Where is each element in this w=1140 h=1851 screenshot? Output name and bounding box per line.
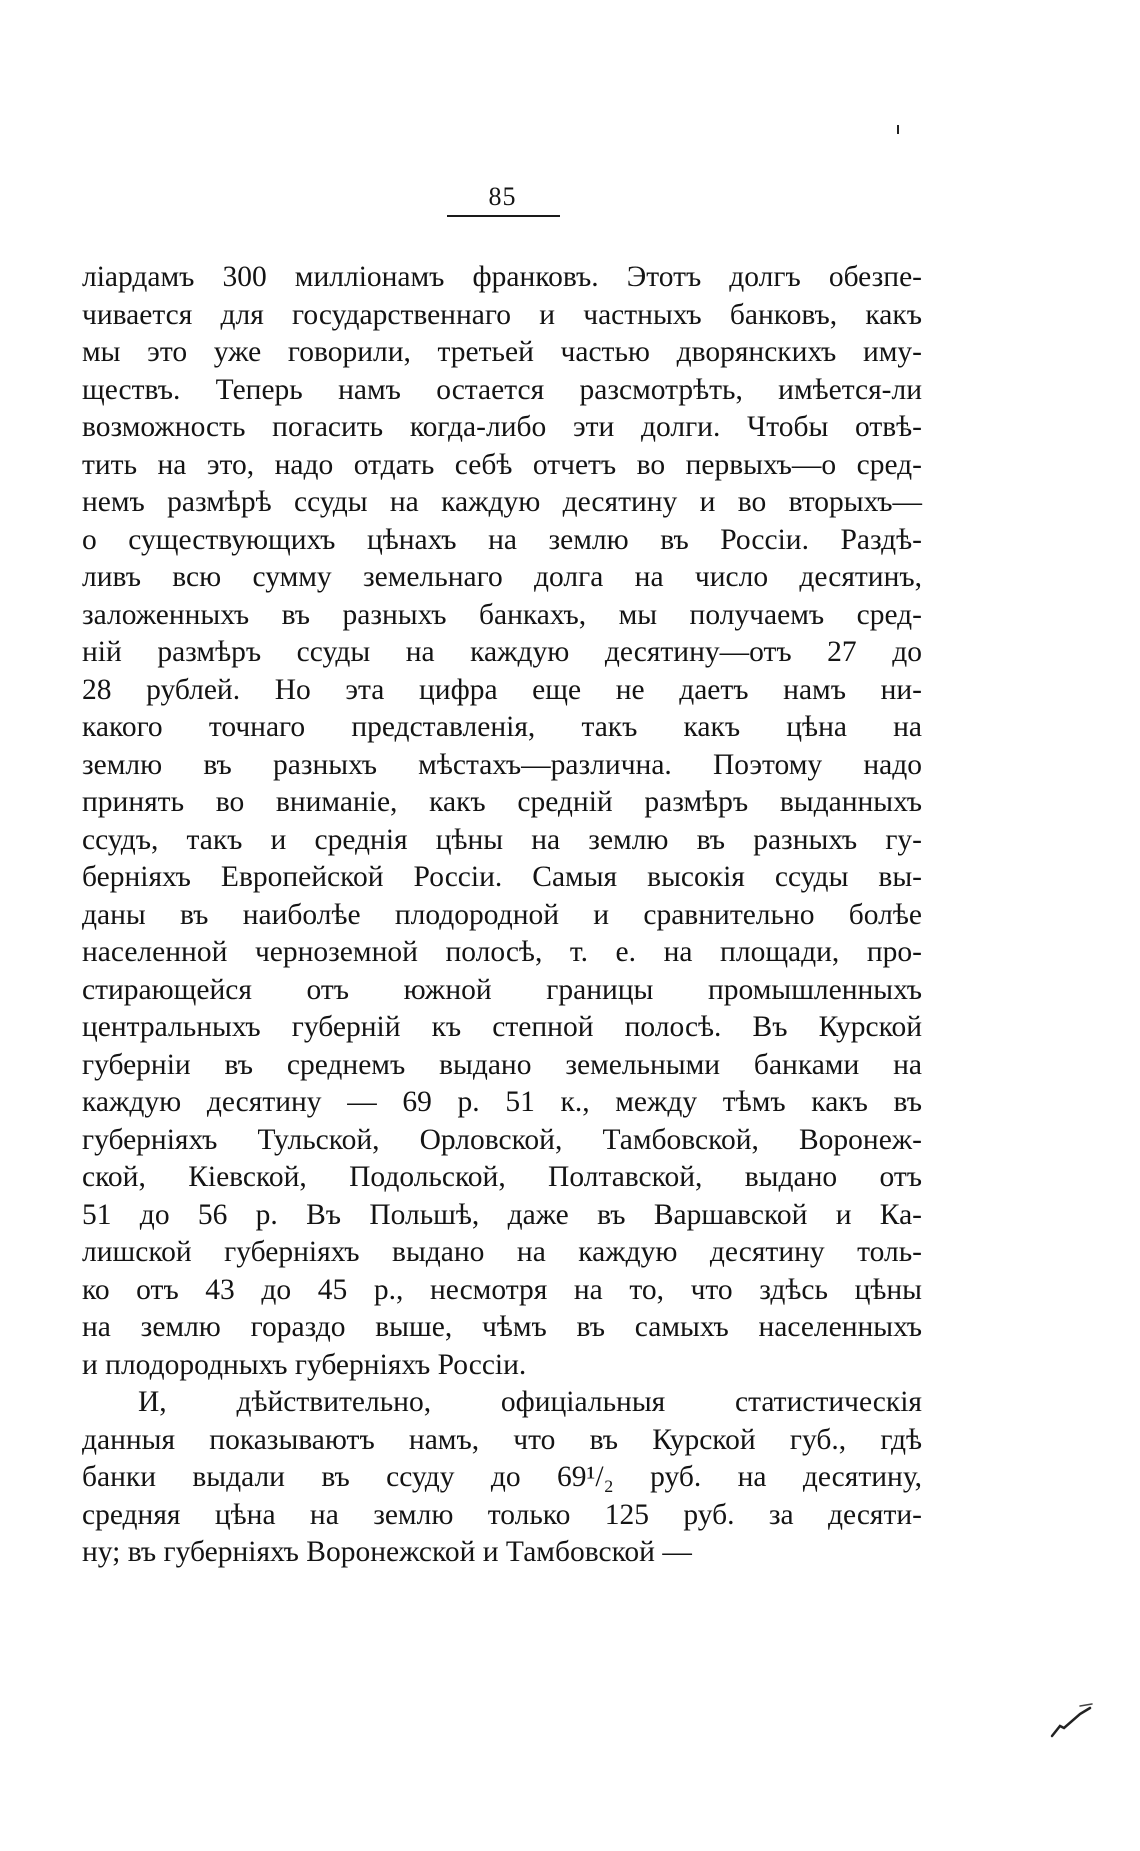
text-line: ліардамъ 300 милліонамъ франковъ. Этотъ долгъ обезпе- <box>82 261 922 293</box>
text-line: данныя показываютъ намъ, что въ Курской губ., гдѣ <box>82 1423 922 1456</box>
page-number: 85 <box>488 182 517 211</box>
text-line: берніяхъ Европейской Россіи. Самыя высокія ссуды вы- <box>82 861 922 893</box>
text-line: заложенныхъ въ разныхъ банкахъ, мы получаемъ сред- <box>82 598 922 631</box>
text-line: лишской губерніяхъ выдано на каждую десятину толь- <box>82 1236 922 1268</box>
text-line: И, дѣйствительно, офиціальныя статистическія <box>138 1386 922 1418</box>
text-line: какого точнаго представленія, такъ какъ цѣна на <box>82 711 922 743</box>
text-line: и плодородныхъ губерніяхъ Россіи. <box>82 1348 527 1381</box>
text-line: ской, Кіевской, Подольской, Полтавской, выдано отъ <box>82 1161 922 1193</box>
text-line: губерніи въ среднемъ выдано земельными банками на <box>82 1048 922 1081</box>
page-number-rule <box>447 215 560 217</box>
text-line: губерніяхъ Тульской, Орловской, Тамбовской, Воронеж- <box>82 1123 922 1156</box>
text-line: стирающейся отъ южной границы промышленныхъ <box>82 973 922 1006</box>
text-line: 51 до 56 р. Въ Польшѣ, даже въ Варшавской и Ка- <box>82 1198 922 1231</box>
text-line: возможность погасить когда-либо эти долги. Чтобы отвѣ- <box>82 411 922 443</box>
text-line: ній размѣръ ссуды на каждую десятину—отъ 27 до <box>82 636 922 668</box>
text-line: населенной черноземной полосѣ, т. е. на площади, про- <box>82 936 922 968</box>
text-line: о существующихъ цѣнахъ на землю въ Россіи. Раздѣ- <box>82 523 922 556</box>
text-line: ливъ всю сумму земельнаго долга на число десятинъ, <box>82 561 922 593</box>
text-line: тить на это, надо отдать себѣ отчетъ во первыхъ—о сред- <box>82 448 922 481</box>
text-line: на землю гораздо выше, чѣмъ въ самыхъ населенныхъ <box>82 1311 922 1343</box>
scan-speck <box>897 125 899 134</box>
pencil-mark-icon <box>1050 1700 1094 1740</box>
text-line: 28 рублей. Но эта цифра еще не даетъ намъ ни- <box>82 673 922 706</box>
text-line: ну; въ губерніяхъ Воронежской и Тамбовской — <box>82 1536 692 1568</box>
text-line: средняя цѣна на землю только 125 руб. за десяти- <box>82 1498 922 1531</box>
text-line: ссудъ, такъ и среднія цѣны на землю въ разныхъ гу- <box>82 823 922 856</box>
text-line: мы это уже говорили, третьей частью дворянскихъ иму- <box>82 336 922 368</box>
body-text <box>82 259 922 1572</box>
text-line: банки выдали въ ссуду до 69¹/₂ руб. на десятину, <box>82 1461 922 1493</box>
text-line: каждую десятину — 69 р. 51 к., между тѣмъ какъ въ <box>82 1086 922 1118</box>
text-line: землю въ разныхъ мѣстахъ—различна. Поэтому надо <box>82 748 922 781</box>
text-line: ществъ. Теперь намъ остается разсмотрѣть, имѣется-ли <box>82 373 922 406</box>
text-line: немъ размѣрѣ ссуды на каждую десятину и во вторыхъ— <box>82 486 922 518</box>
text-line: чивается для государственнаго и частныхъ банковъ, какъ <box>82 298 922 331</box>
text-line: ко отъ 43 до 45 р., несмотря на то, что здѣсь цѣны <box>82 1273 922 1306</box>
text-line: центральныхъ губерній къ степной полосѣ. Въ Курской <box>82 1011 922 1043</box>
text-line: даны въ наиболѣе плодородной и сравнительно болѣе <box>82 898 922 931</box>
text-line: принять во вниманіе, какъ средній размѣръ выданныхъ <box>82 786 922 818</box>
